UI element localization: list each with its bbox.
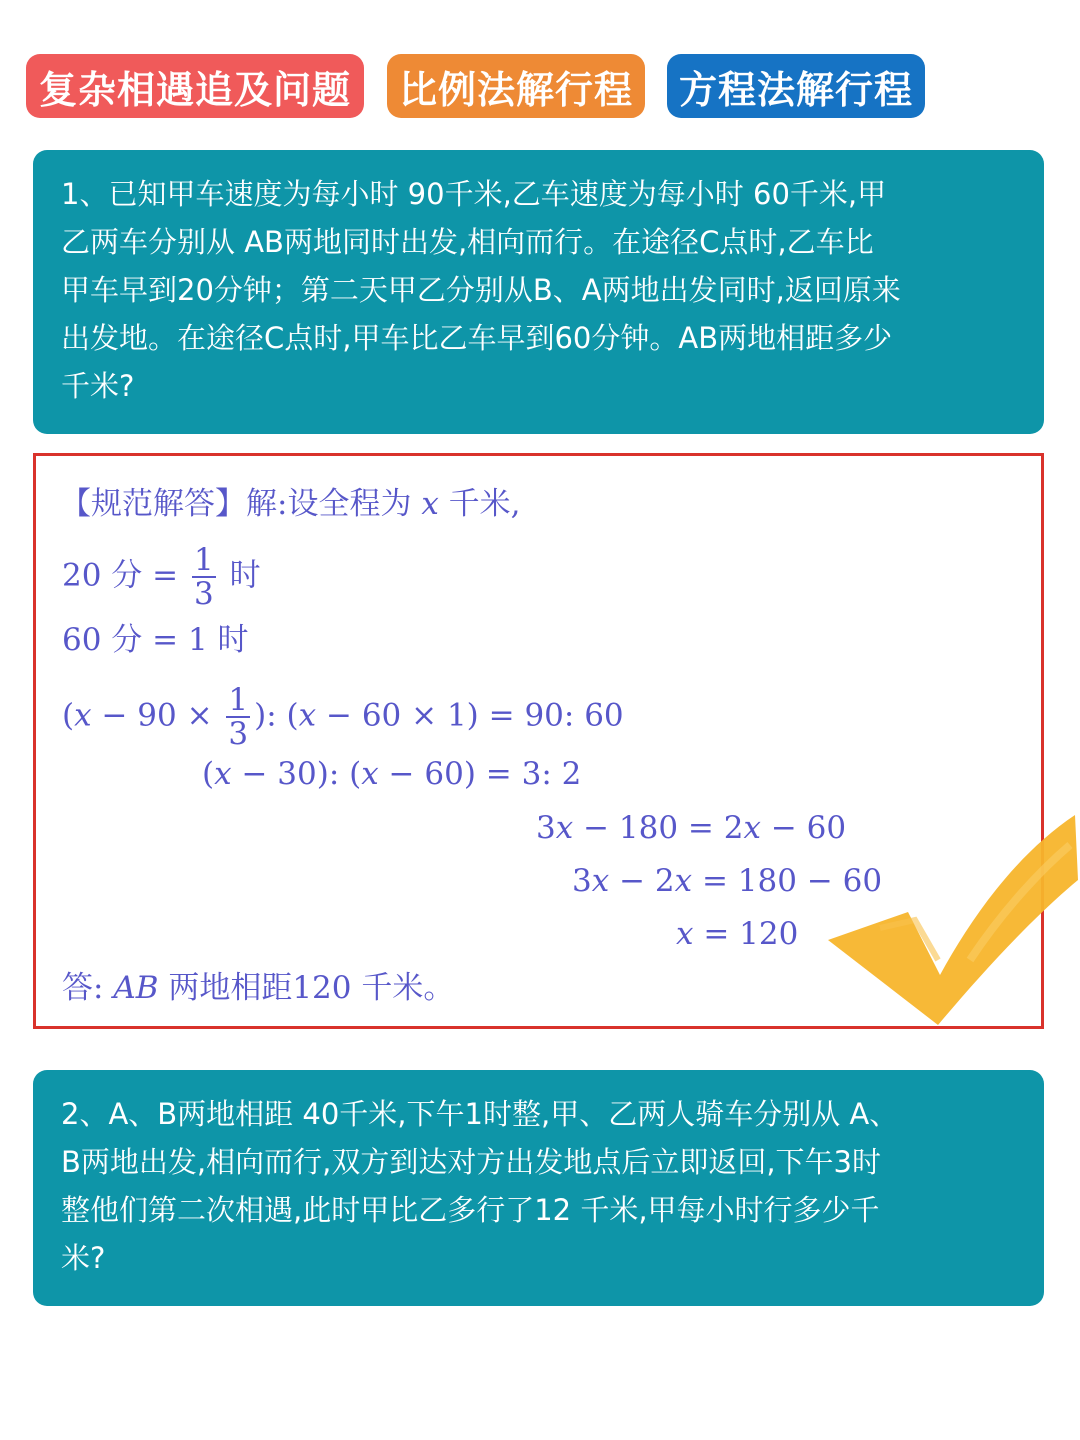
answer-text: 两地相距120 千米。 bbox=[158, 970, 455, 1006]
variable-x: x bbox=[74, 697, 92, 734]
variable-x: x bbox=[591, 863, 610, 899]
eq7-part: = 120 bbox=[693, 916, 799, 952]
variable-x: x bbox=[361, 756, 379, 792]
fraction-denominator: 3 bbox=[194, 576, 214, 612]
eq4-part: − 60) = 3: 2 bbox=[378, 756, 582, 792]
question-1-line: 千米? bbox=[61, 369, 135, 403]
variable-x: x bbox=[676, 916, 694, 952]
equation-line-5 bbox=[536, 808, 846, 848]
fraction-denominator: 3 bbox=[228, 716, 249, 752]
eq3-part: ): ( bbox=[254, 697, 299, 734]
eq3-part: − 60 × 1) = 90: 60 bbox=[316, 697, 624, 734]
variable-x: x bbox=[743, 810, 761, 846]
equation-line-2 bbox=[62, 620, 249, 660]
fraction-numerator: 1 bbox=[194, 542, 214, 578]
eq5-part: 3 bbox=[536, 810, 556, 846]
solution-header bbox=[60, 484, 521, 524]
question-1-line: 乙两车分别从 AB两地同时出发,相向而行。在途径C点时,乙车比 bbox=[61, 225, 874, 259]
eq2-text: 60 分 = 1 时 bbox=[62, 622, 249, 658]
variable-x: x bbox=[421, 486, 439, 522]
fraction-numerator: 1 bbox=[228, 682, 249, 718]
eq4-part: − 30): ( bbox=[231, 756, 362, 792]
eq5-part: − 60 bbox=[760, 810, 847, 846]
eq1-left: 20 分 = bbox=[62, 557, 179, 594]
answer-line bbox=[62, 968, 454, 1008]
tag-complex-meeting-chase[interactable]: 复杂相遇追及问题 bbox=[26, 54, 364, 118]
answer-prefix: 答: bbox=[62, 970, 114, 1006]
question-2-line: 2、A、B两地相距 40千米,下午1时整,甲、乙两人骑车分别从 A、 bbox=[61, 1097, 899, 1131]
equation-line-3 bbox=[62, 684, 624, 750]
tag-equation-method[interactable]: 方程法解行程 bbox=[667, 54, 925, 118]
equation-line-7 bbox=[676, 914, 798, 954]
eq1-right: 时 bbox=[229, 557, 261, 594]
equation-line-1 bbox=[62, 544, 261, 610]
question-2-line: B两地出发,相向而行,双方到达对方出发地点后立即返回,下午3时 bbox=[61, 1145, 882, 1179]
question-1-card bbox=[33, 150, 1044, 434]
solution-header-text: 【规范解答】解:设全程为 bbox=[60, 486, 412, 522]
question-2-card bbox=[33, 1070, 1044, 1306]
question-2-line: 米? bbox=[61, 1241, 106, 1275]
equation-line-4 bbox=[202, 754, 581, 794]
question-1-line: 甲车早到20分钟；第二天甲乙分别从B、A两地出发同时,返回原来 bbox=[61, 273, 901, 307]
question-1-line: 1、已知甲车速度为每小时 90千米,乙车速度为每小时 60千米,甲 bbox=[61, 177, 887, 211]
fraction-one-third bbox=[192, 544, 216, 610]
solution-header-tail: 千米, bbox=[448, 486, 521, 522]
eq4-part: ( bbox=[202, 756, 215, 792]
question-2-line: 整他们第二次相遇,此时甲比乙多行了12 千米,甲每小时行多少千 bbox=[61, 1193, 880, 1227]
variable-x: x bbox=[674, 863, 693, 899]
tag-ratio-method[interactable]: 比例法解行程 bbox=[387, 54, 645, 118]
eq6-part: = 180 − 60 bbox=[692, 863, 883, 899]
eq3-part: − 90 × bbox=[91, 697, 213, 734]
eq6-part: − 2 bbox=[609, 863, 675, 899]
eq5-part: − 180 = 2 bbox=[573, 810, 744, 846]
eq3-part: ( bbox=[62, 697, 75, 734]
answer-var: AB bbox=[113, 970, 159, 1006]
variable-x: x bbox=[214, 756, 232, 792]
checkmark-icon bbox=[820, 810, 1080, 1030]
question-1-line: 出发地。在途径C点时,甲车比乙车早到60分钟。AB两地相距多少 bbox=[61, 321, 893, 355]
variable-x: x bbox=[298, 697, 317, 734]
variable-x: x bbox=[555, 810, 574, 846]
fraction-one-third bbox=[226, 684, 250, 750]
eq6-part: 3 bbox=[572, 863, 592, 899]
